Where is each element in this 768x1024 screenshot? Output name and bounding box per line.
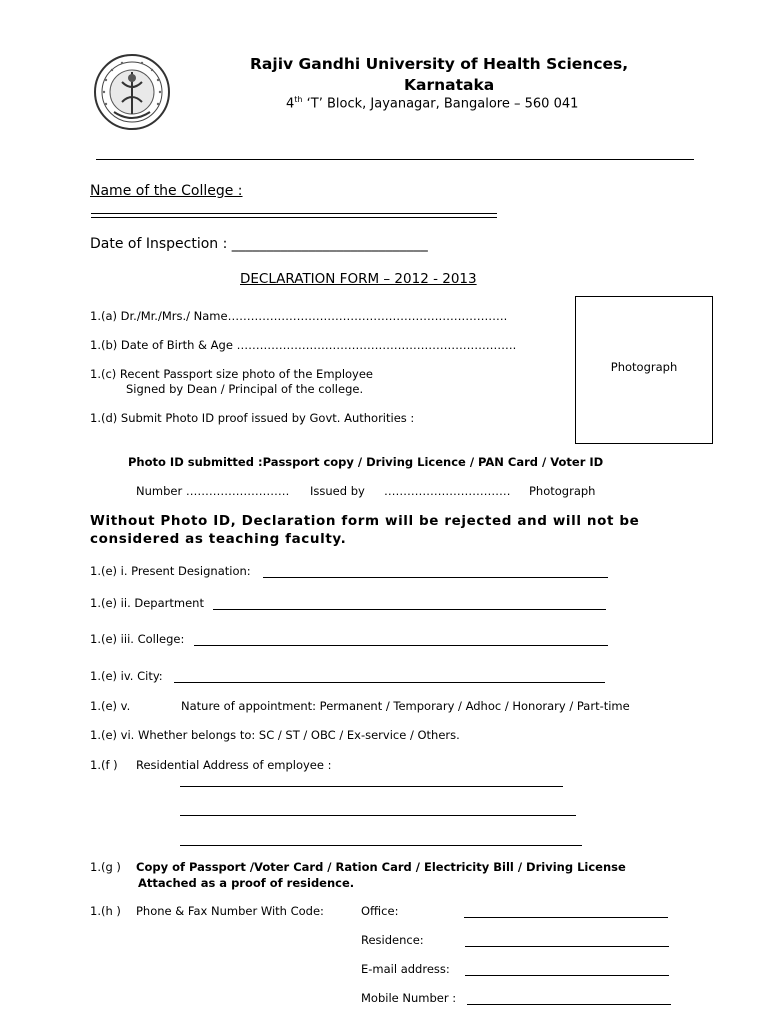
warning-line-1: Without Photo ID, Declaration form will be rejected and will not be [90, 513, 640, 529]
photograph-box[interactable] [575, 296, 713, 444]
item-photo-id-instruction: 1.(d) Submit Photo ID proof issued by Govt. Authorities : [90, 411, 415, 425]
address-line-3[interactable] [180, 845, 582, 846]
college-name-line-1 [91, 213, 497, 214]
university-seal-logo [92, 52, 172, 132]
address-label: Residential Address of employee : [136, 758, 332, 772]
item-photo-instruction: 1.(c) Recent Passport size photo of the Employee [90, 367, 374, 381]
photo-id-photograph: Photograph [529, 484, 596, 498]
university-name: Rajiv Gandhi University of Health Sciences, [250, 55, 629, 73]
university-state: Karnataka [404, 76, 495, 94]
office-line[interactable] [464, 917, 668, 918]
college-line[interactable] [194, 645, 608, 646]
inspection-field[interactable]: Date of Inspection : ____________________________ [90, 236, 428, 252]
photo-id-issued-by-label: Issued by [310, 484, 365, 498]
category-field[interactable]: 1.(e) vi. Whether belongs to: SC / ST / OBC / Ex-service / Others. [90, 728, 460, 742]
item-dob-age[interactable]: 1.(b) Date of Birth & Age ………………………………………………………………. [90, 338, 517, 352]
photo-id-issued-by-field[interactable]: …………………………… [384, 484, 511, 498]
office-label: Office: [361, 904, 399, 918]
address-line-1[interactable] [180, 786, 563, 787]
item-photo-instruction-2: Signed by Dean / Principal of the college. [126, 382, 364, 396]
warning-line-2: considered as teaching faculty. [90, 531, 347, 547]
photo-id-number[interactable]: Number ……………………… [136, 484, 290, 498]
designation-label: 1.(e) i. Present Designation: [90, 564, 251, 578]
city-line[interactable] [174, 682, 605, 683]
email-label: E-mail address: [361, 962, 450, 976]
designation-line[interactable] [263, 577, 608, 578]
department-line[interactable] [213, 609, 606, 610]
item-name[interactable]: 1.(a) Dr./Mr./Mrs./ Name………………………………………………………………. [90, 309, 508, 323]
proof-item-label: 1.(g ) [90, 860, 121, 874]
proof-instruction-2: Attached as a proof of residence. [138, 876, 355, 890]
proof-instruction-1: Copy of Passport /Voter Card / Ration Card / Electricity Bill / Driving License [136, 860, 626, 874]
appointment-options[interactable]: Nature of appointment: Permanent / Temporary / Adhoc / Honorary / Part-time [181, 699, 630, 713]
appointment-label: 1.(e) v. [90, 699, 131, 713]
phone-item-label: 1.(h ) [90, 904, 121, 918]
residence-label: Residence: [361, 933, 424, 947]
mobile-label: Mobile Number : [361, 991, 457, 1005]
residence-line[interactable] [465, 946, 669, 947]
photo-id-submitted: Photo ID submitted :Passport copy / Driving Licence / PAN Card / Voter ID [128, 455, 604, 469]
phone-fax-label: Phone & Fax Number With Code: [136, 904, 324, 918]
mobile-line[interactable] [467, 1004, 671, 1005]
email-line[interactable] [465, 975, 669, 976]
city-label: 1.(e) iv. City: [90, 669, 163, 683]
address-line-2[interactable] [180, 815, 576, 816]
college-name-line-2 [91, 217, 497, 218]
university-address: 4th ‘T’ Block, Jayanagar, Bangalore – 560 041 [286, 95, 579, 112]
form-title: DECLARATION FORM – 2012 - 2013 [240, 271, 477, 287]
header-divider [96, 159, 694, 160]
college-label: 1.(e) iii. College: [90, 632, 185, 646]
photograph-box-label: Photograph [610, 360, 678, 374]
department-label: 1.(e) ii. Department [90, 596, 204, 610]
address-item-label: 1.(f ) [90, 758, 118, 772]
college-name-label: Name of the College : [90, 183, 243, 199]
